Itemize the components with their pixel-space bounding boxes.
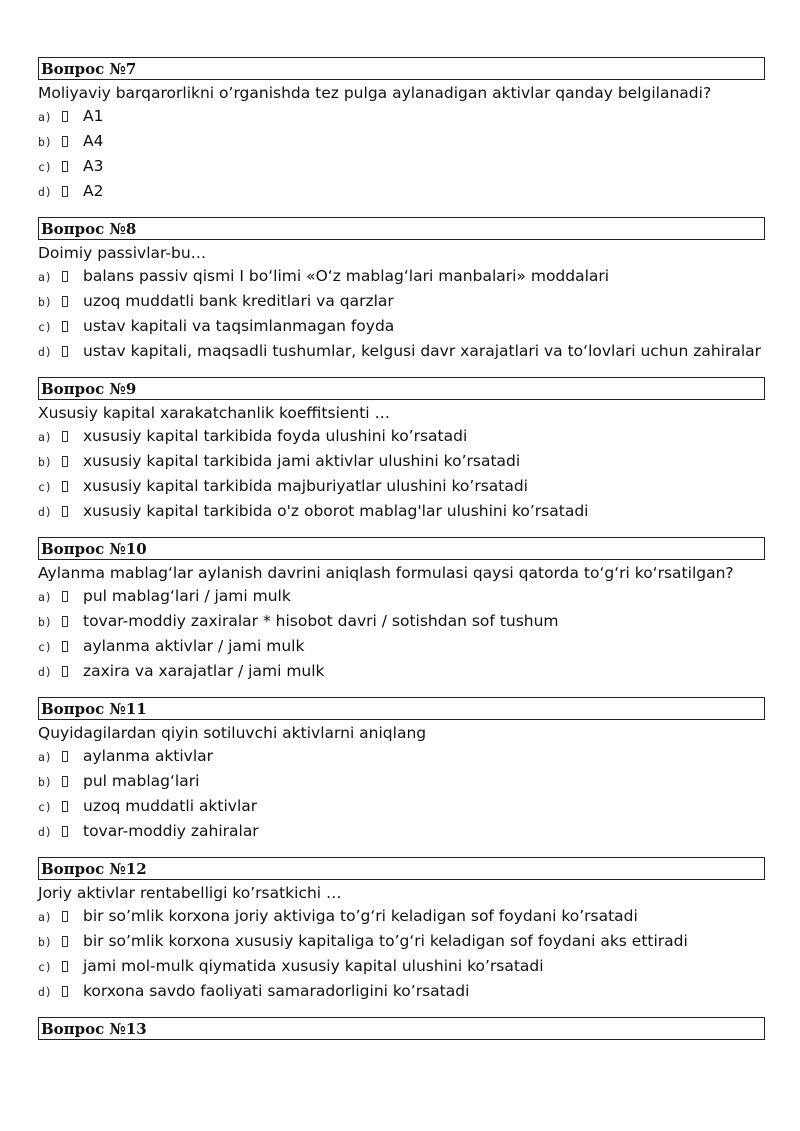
question-block [38,1017,765,1040]
option-checkbox-icon[interactable] [62,616,68,627]
answer-option[interactable] [38,339,765,364]
question-header: Вопрос №10 [38,537,765,560]
option-checkbox-icon[interactable] [62,456,68,467]
question-block [38,857,765,1004]
option-checkbox-icon[interactable] [62,751,68,762]
option-text: bir so’mlik korxona joriy aktiviga to’g‘ri keladigan sof foydani ko’rsatadi [83,907,638,925]
option-text: pul mablag‘lari / jami mulk [83,587,291,605]
option-text: ustav kapitali, maqsadli tushumlar, kelgusi davr xarajatlari va to‘lovlari uchun zahiralar [83,342,762,360]
option-checkbox-icon[interactable] [62,161,68,172]
option-text: tovar-moddiy zahiralar [83,822,259,840]
question-block [38,537,765,684]
answer-option[interactable] [38,979,765,1004]
answer-option[interactable] [38,794,765,819]
option-checkbox-icon[interactable] [62,321,68,332]
answer-option[interactable] [38,104,765,129]
option-letter: a) [38,750,52,764]
option-text: xususiy kapital tarkibida jami aktivlar ulushini ko’rsatadi [83,452,521,470]
option-letter: d) [38,185,52,199]
question-text: Joriy aktivlar rentabelligi ko’rsatkichi … [38,884,342,902]
option-checkbox-icon[interactable] [62,986,68,997]
option-checkbox-icon[interactable] [62,936,68,947]
option-checkbox-icon[interactable] [62,776,68,787]
option-letter: b) [38,775,52,789]
option-letter: d) [38,985,52,999]
question-header: Вопрос №8 [38,217,765,240]
option-checkbox-icon[interactable] [62,961,68,972]
option-letter: b) [38,615,52,629]
answer-option[interactable] [38,954,765,979]
answer-option[interactable] [38,819,765,844]
option-checkbox-icon[interactable] [62,826,68,837]
answer-option[interactable] [38,474,765,499]
option-checkbox-icon[interactable] [62,296,68,307]
option-checkbox-icon[interactable] [62,431,68,442]
option-checkbox-icon[interactable] [62,506,68,517]
option-text: A3 [83,157,104,175]
answer-option[interactable] [38,154,765,179]
answer-option[interactable] [38,179,765,204]
answer-option[interactable] [38,449,765,474]
option-text: ustav kapitali va taqsimlanmagan foyda [83,317,395,335]
answer-option[interactable] [38,129,765,154]
question-block [38,217,765,364]
option-text: A1 [83,107,104,125]
option-checkbox-icon[interactable] [62,136,68,147]
quiz-page [38,57,765,1053]
option-text: tovar-moddiy zaxiralar * hisobot davri / sotishdan sof tushum [83,612,559,630]
question-text: Aylanma mablag‘lar aylanish davrini aniqlash formulasi qaysi qatorda to‘g‘ri ko‘rsatilgan? [38,564,734,582]
option-text: korxona savdo faoliyati samaradorligini ko’rsatadi [83,982,470,1000]
option-text: A2 [83,182,104,200]
option-text: xususiy kapital tarkibida foyda ulushini ko’rsatadi [83,427,468,445]
option-text: uzoq muddatli aktivlar [83,797,258,815]
answer-option[interactable] [38,584,765,609]
option-text: jami mol-mulk qiymatida xususiy kapital ulushini ko’rsatadi [83,957,544,975]
question-text: Doimiy passivlar-bu… [38,244,207,262]
question-text: Quyidagilardan qiyin sotiluvchi aktivlarni aniqlang [38,724,427,742]
option-text: aylanma aktivlar [83,747,214,765]
option-checkbox-icon[interactable] [62,911,68,922]
answer-option[interactable] [38,424,765,449]
option-letter: d) [38,665,52,679]
option-checkbox-icon[interactable] [62,481,68,492]
option-letter: c) [38,480,52,494]
option-letter: a) [38,910,52,924]
option-letter: b) [38,295,52,309]
option-letter: b) [38,455,52,469]
option-letter: d) [38,505,52,519]
question-text: Xususiy kapital xarakatchanlik koeffitsienti … [38,404,391,422]
question-header: Вопрос №9 [38,377,765,400]
question-header: Вопрос №7 [38,57,765,80]
answer-option[interactable] [38,609,765,634]
option-letter: c) [38,320,52,334]
question-text: Moliyaviy barqarorlikni o’rganishda tez pulga aylanadigan aktivlar qanday belgilanadi? [38,84,712,102]
answer-option[interactable] [38,929,765,954]
option-letter: d) [38,345,52,359]
answer-option[interactable] [38,659,765,684]
option-letter: a) [38,590,52,604]
question-block [38,377,765,524]
option-text: pul mablag‘lari [83,772,200,790]
option-letter: b) [38,135,52,149]
option-text: bir so’mlik korxona xususiy kapitaliga to’g‘ri keladigan sof foydani aks ettiradi [83,932,688,950]
option-letter: d) [38,825,52,839]
answer-option[interactable] [38,769,765,794]
option-checkbox-icon[interactable] [62,111,68,122]
option-text: xususiy kapital tarkibida o'z oborot mablag'lar ulushini ko’rsatadi [83,502,589,520]
option-letter: c) [38,640,52,654]
option-letter: c) [38,960,52,974]
option-letter: a) [38,430,52,444]
option-text: xususiy kapital tarkibida majburiyatlar ulushini ko’rsatadi [83,477,528,495]
option-letter: a) [38,110,52,124]
option-text: zaxira va xarajatlar / jami mulk [83,662,325,680]
answer-option[interactable] [38,634,765,659]
option-checkbox-icon[interactable] [62,271,68,282]
option-letter: c) [38,160,52,174]
answer-option[interactable] [38,289,765,314]
answer-option[interactable] [38,314,765,339]
answer-option[interactable] [38,264,765,289]
answer-option[interactable] [38,904,765,929]
option-checkbox-icon[interactable] [62,591,68,602]
option-text: balans passiv qismi I bo‘limi «O‘z mablag‘lari manbalari» moddalari [83,267,610,285]
option-letter: c) [38,800,52,814]
option-text: aylanma aktivlar / jami mulk [83,637,305,655]
option-text: A4 [83,132,104,150]
answer-option[interactable] [38,499,765,524]
question-block [38,697,765,844]
option-checkbox-icon[interactable] [62,641,68,652]
option-checkbox-icon[interactable] [62,186,68,197]
option-letter: b) [38,935,52,949]
option-letter: a) [38,270,52,284]
question-block [38,57,765,204]
question-header: Вопрос №13 [38,1017,765,1040]
question-header: Вопрос №12 [38,857,765,880]
option-text: uzoq muddatli bank kreditlari va qarzlar [83,292,394,310]
option-checkbox-icon[interactable] [62,346,68,357]
option-checkbox-icon[interactable] [62,666,68,677]
question-header: Вопрос №11 [38,697,765,720]
answer-option[interactable] [38,744,765,769]
option-checkbox-icon[interactable] [62,801,68,812]
